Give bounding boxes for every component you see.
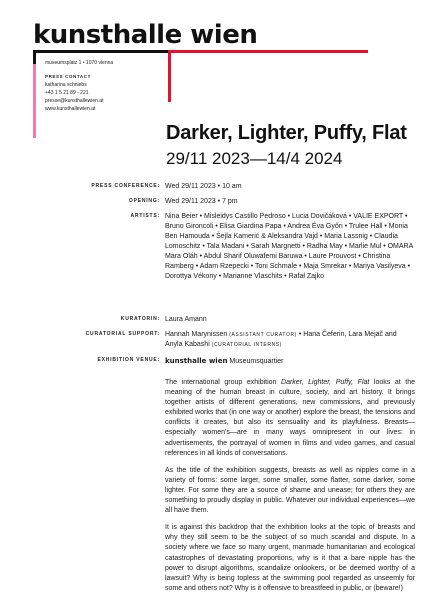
curatorial-support-label: CURATORIAL SUPPORT: (85, 331, 160, 337)
curatorial-support-value (165, 330, 415, 350)
exhibition-dates: 29/11 2023—14/4 2024 (166, 149, 343, 168)
venue-value (165, 356, 415, 367)
contact-email[interactable]: presse@kunsthallewien.at (45, 98, 104, 104)
contact-name: katharina schniebs (45, 82, 87, 88)
contact-block (45, 59, 113, 113)
artists-value: Nina Beier • Misleidys Castillo Pedroso • Lucia Dovičáková • VALIE EXPORT • Bruno Gironcoli • Elisa Giardina Papa • Andrea Éva Győri • Trulee Hall • Monia Ben Hamouda • Šejla Kamerić & Aleksandra Vajd • Maria Lassnig • Claudia Lomoschitz • Tala Madani • Sarah Margnetti • Radha May • Marlie Mul • OMARA Mara Oláh • Abdul Sharif Oluwafemi Baruwa • Laure Prouvost • Christina Ramberg • Adam Rzepecki • Toni Schmale • Maja Smrekar • Mariya Vasilyeva • Dorottya Vékony • Marianne Vlaschits • Rafał Zajko (165, 213, 413, 280)
artists-label: ARTISTS: (130, 213, 160, 219)
venue-label: EXHIBITION VENUE: (97, 357, 160, 363)
paragraph-1 (165, 378, 415, 459)
press-text (165, 378, 415, 601)
paragraph-2: As the title of the exhibition suggests, breasts as well as nipples come in a variety of forms: some larger, some smaller, some flatter, some darker, some lighter. For some they are a source of shame and unease; for others they are something to proudly display in public. Whatever our individual experiences—we all have them. (165, 466, 415, 515)
press-conference-label: PRESS CONFERENCE: (91, 183, 160, 189)
opening-value: Wed 29/11 2023 • 7 pm (165, 198, 238, 205)
press-contact-heading: PRESS CONTACT (45, 74, 91, 79)
support-interns-names: • Hana Čeferin, Lara Mejač and Anyla Kabashi (165, 331, 397, 348)
curator-label: KURATORIN: (120, 316, 160, 322)
support-assistant-name: Hannah Marynissen (165, 331, 228, 338)
curator-value: Laura Amann (165, 316, 207, 323)
contact-website[interactable]: www.kunsthallewien.at (45, 106, 96, 112)
paragraph-1-rest: looks at the meaning of the human breast in culture, society, and art history. It brings together artists of different generations, new commissions, and previously exhibited works that (in one way or another) explore the breast, the tensions and conflicts it creates, but also its sensuality and its playfulness. Breasts—especially women's—are in many ways omnipresent in our lives: in advertisements, the portrayal of women in films and video games, and casual references in all kinds of conversations. (165, 379, 416, 457)
contact-phone: +43 1 5 21 89 - 221 (45, 90, 89, 96)
logo-bar-red-vertical (168, 50, 171, 102)
logo-bar-pink (33, 64, 36, 138)
exhibition-title: Darker, Lighter, Puffy, Flat (166, 122, 407, 144)
logo-bar-black (33, 50, 168, 53)
venue-brand: kunsthalle wien (165, 357, 228, 365)
venue-place: Museumsquartier (227, 358, 284, 365)
paragraph-3: It is against this backdrop that the exhibition looks at the topic of breasts and why they still seem to be the subject of so much scandal and dispute. In a society where we face so many urgent, manmade humanitarian and ecological catastrophes of devastating proportions, why is it that a bare nipple has the power to disrupt algorithms, scandalize onlookers, or be deemed worthy of a lawsuit? Why is being topless at the swimming pool regarded as unseemly for some and others not? Why is it offensive to breastfeed in public, or (beware!) (165, 524, 415, 592)
opening-label: OPENING: (128, 198, 160, 204)
kunsthalle-logo: kunsthalle wien (33, 20, 258, 50)
logo-bar-red-horizontal (168, 50, 368, 53)
paragraph-1-intro: The international group exhibition (165, 379, 282, 386)
support-assistant-role: (ASSISTANT CURATOR) (229, 332, 297, 338)
support-interns-role: (CURATORIAL INTERNS) (211, 342, 282, 348)
address: museumsplatz 1 • 1070 vienna (45, 60, 114, 66)
press-conference-value: Wed 29/11 2023 • 10 am (165, 183, 242, 190)
paragraph-1-title: Darker, Lighter, Puffy, Flat (281, 379, 370, 386)
